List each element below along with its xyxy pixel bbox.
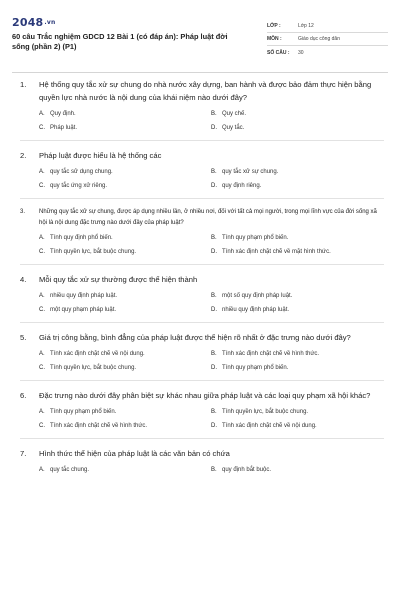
option-text: Tính xác định chặt chẽ về nội dung. bbox=[50, 351, 145, 357]
question-7 bbox=[20, 447, 384, 474]
option-text: quy định bắt buộc. bbox=[222, 467, 272, 473]
option-c[interactable] bbox=[39, 248, 211, 256]
option-text: quy định riêng. bbox=[222, 183, 262, 189]
option-b[interactable] bbox=[211, 168, 383, 176]
question-number: 1. bbox=[20, 80, 27, 89]
meta-label: MÔN : bbox=[267, 36, 282, 42]
document-header bbox=[12, 8, 388, 68]
header-divider bbox=[12, 72, 388, 73]
meta-label: LỚP : bbox=[267, 23, 281, 29]
question-divider bbox=[20, 264, 384, 265]
option-letter: B. bbox=[211, 409, 217, 415]
question-header bbox=[20, 78, 384, 104]
option-b[interactable] bbox=[211, 292, 383, 300]
question-text: Những quy tắc xử sự chung, được áp dụng nhiều lần, ở nhiều nơi, đối với tất cả mọi người, trong mọi lĩnh vực của đời sống xã hội là nội dung đặc trưng nào dưới đây của pháp luật? bbox=[39, 209, 377, 226]
option-letter: C. bbox=[39, 249, 45, 255]
option-letter: D. bbox=[211, 423, 217, 429]
option-letter: B. bbox=[211, 235, 217, 241]
option-letter: B. bbox=[211, 351, 217, 357]
option-b[interactable] bbox=[211, 408, 383, 416]
option-c[interactable] bbox=[39, 422, 211, 430]
option-d[interactable] bbox=[211, 248, 383, 256]
question-divider bbox=[20, 380, 384, 381]
option-b[interactable] bbox=[211, 234, 383, 242]
option-text: Pháp luật. bbox=[50, 125, 78, 131]
meta-row-subject bbox=[267, 33, 388, 46]
meta-label: SỐ CÂU : bbox=[267, 49, 290, 56]
option-letter: A. bbox=[39, 111, 45, 117]
option-row bbox=[39, 182, 384, 190]
option-b[interactable] bbox=[211, 350, 383, 358]
option-letter: D. bbox=[211, 365, 217, 371]
document-title: 60 câu Trắc nghiệm GDCD 12 Bài 1 (có đáp án): Pháp luật đời sống (phần 2) (P1) bbox=[12, 32, 228, 51]
question-divider bbox=[20, 322, 384, 323]
option-text: Tính quy phạm phổ biến. bbox=[222, 235, 289, 241]
option-text: Tính xác định chặt chẽ về hình thức. bbox=[222, 351, 320, 357]
option-d[interactable] bbox=[211, 306, 383, 314]
option-a[interactable] bbox=[39, 408, 211, 416]
option-text: Tính quyền lực, bắt buộc chung. bbox=[50, 249, 137, 255]
option-row bbox=[39, 306, 384, 314]
option-text: nhiều quy định pháp luật. bbox=[50, 293, 118, 299]
option-letter: D. bbox=[211, 307, 217, 313]
option-letter: C. bbox=[39, 125, 45, 131]
question-number: 4. bbox=[20, 275, 27, 284]
question-text: Hình thức thể hiện của pháp luật là các văn bản có chứa bbox=[39, 449, 230, 458]
question-divider bbox=[20, 198, 384, 199]
question-header bbox=[20, 389, 384, 402]
option-row bbox=[39, 364, 384, 372]
option-text: nhiều quy định pháp luật. bbox=[222, 307, 290, 313]
option-letter: A. bbox=[39, 351, 45, 357]
question-6 bbox=[20, 389, 384, 430]
option-letter: B. bbox=[211, 111, 217, 117]
option-a[interactable] bbox=[39, 350, 211, 358]
option-row bbox=[39, 234, 384, 242]
option-row bbox=[39, 110, 384, 118]
question-list bbox=[20, 78, 384, 474]
question-1 bbox=[20, 78, 384, 132]
meta-row-count bbox=[267, 46, 388, 59]
option-d[interactable] bbox=[211, 124, 383, 132]
option-letter: A. bbox=[39, 293, 45, 299]
question-5 bbox=[20, 331, 384, 372]
option-text: một quy phạm pháp luật. bbox=[50, 307, 117, 313]
option-row bbox=[39, 350, 384, 358]
option-letter: A. bbox=[39, 409, 45, 415]
question-number: 7. bbox=[20, 449, 27, 458]
site-logo[interactable] bbox=[12, 16, 55, 29]
option-text: Tính quyền lực, bắt buộc chung. bbox=[50, 365, 137, 371]
question-4 bbox=[20, 273, 384, 314]
option-letter: B. bbox=[211, 467, 217, 473]
option-c[interactable] bbox=[39, 124, 211, 132]
question-header bbox=[20, 149, 384, 162]
option-text: Tính xác định chặt chẽ về nội dung. bbox=[222, 423, 317, 429]
question-text: Pháp luật được hiểu là hệ thống các bbox=[39, 151, 162, 160]
option-text: quy tắc ứng xử riêng. bbox=[50, 183, 108, 189]
option-letter: C. bbox=[39, 183, 45, 189]
option-c[interactable] bbox=[39, 364, 211, 372]
option-text: Tính quy định phổ biến. bbox=[50, 235, 113, 241]
option-row bbox=[39, 422, 384, 430]
option-c[interactable] bbox=[39, 182, 211, 190]
option-a[interactable] bbox=[39, 466, 211, 474]
option-letter: D. bbox=[211, 249, 217, 255]
option-letter: D. bbox=[211, 125, 217, 131]
logo-main: 2048 bbox=[12, 16, 44, 29]
question-header bbox=[20, 273, 384, 286]
option-letter: C. bbox=[39, 307, 45, 313]
option-letter: C. bbox=[39, 423, 45, 429]
option-text: Tính xác định chặt chẽ về mặt hình thức. bbox=[222, 249, 331, 255]
option-text: Tính quy phạm phổ biến. bbox=[50, 409, 117, 415]
question-text: Giá trị công bằng, bình đẳng của pháp luật được thể hiện rõ nhất ở đặc trưng nào dưới đây? bbox=[39, 333, 351, 342]
option-row bbox=[39, 466, 384, 474]
question-header bbox=[20, 331, 384, 344]
meta-row-class bbox=[267, 20, 388, 33]
question-text: Mỗi quy tắc xử sự thường được thể hiện thành bbox=[39, 275, 198, 284]
meta-value: Lớp 12 bbox=[298, 23, 314, 29]
option-letter: A. bbox=[39, 467, 45, 473]
option-row bbox=[39, 248, 384, 256]
question-number: 5. bbox=[20, 333, 27, 342]
option-d[interactable] bbox=[211, 182, 383, 190]
question-text: Đặc trưng nào dưới đây phân biệt sự khác nhau giữa pháp luật và các loại quy phạm xã hội khác? bbox=[39, 391, 371, 400]
option-text: Tính quy phạm phổ biến. bbox=[222, 365, 289, 371]
meta-value: 30 bbox=[298, 49, 304, 56]
option-letter: C. bbox=[39, 365, 45, 371]
option-text: Tính quyền lực, bắt buộc chung. bbox=[222, 409, 309, 415]
option-row bbox=[39, 408, 384, 416]
option-letter: B. bbox=[211, 169, 217, 175]
option-text: một số quy định pháp luật. bbox=[222, 293, 293, 299]
option-text: Tính xác định chặt chẽ về hình thức. bbox=[50, 423, 148, 429]
option-row bbox=[39, 124, 384, 132]
option-row bbox=[39, 168, 384, 176]
question-header bbox=[20, 207, 384, 228]
option-c[interactable] bbox=[39, 306, 211, 314]
option-text: Quy tắc. bbox=[222, 125, 245, 131]
option-row bbox=[39, 292, 384, 300]
option-b[interactable] bbox=[211, 110, 383, 118]
option-letter: D. bbox=[211, 183, 217, 189]
option-a[interactable] bbox=[39, 110, 211, 118]
question-number: 3. bbox=[20, 209, 26, 215]
option-a[interactable] bbox=[39, 168, 211, 176]
meta-value: Giáo dục công dân bbox=[298, 36, 340, 42]
option-b[interactable] bbox=[211, 466, 383, 474]
option-text: quy tắc xử sự chung. bbox=[222, 169, 279, 175]
option-text: quy tắc sử dụng chung. bbox=[50, 169, 113, 175]
question-number: 2. bbox=[20, 151, 27, 160]
option-letter: A. bbox=[39, 169, 45, 175]
option-a[interactable] bbox=[39, 292, 211, 300]
meta-table bbox=[267, 20, 388, 59]
question-number: 6. bbox=[20, 391, 27, 400]
option-text: quy tắc chung. bbox=[50, 467, 90, 473]
question-2 bbox=[20, 149, 384, 190]
question-header bbox=[20, 447, 384, 460]
question-text: Hệ thống quy tắc xử sự chung do nhà nước xây dựng, ban hành và được bảo đảm thực hiện bằng quyền lực nhà nước là nội dung của khái niệm nào dưới đây? bbox=[39, 80, 372, 102]
option-text: Quy định. bbox=[50, 111, 76, 117]
question-divider bbox=[20, 438, 384, 439]
question-divider bbox=[20, 140, 384, 141]
option-text: Quy chế. bbox=[222, 111, 247, 117]
logo-tld: .vn bbox=[44, 19, 56, 26]
question-3 bbox=[20, 207, 384, 256]
option-letter: A. bbox=[39, 235, 45, 241]
option-a[interactable] bbox=[39, 234, 211, 242]
option-d[interactable] bbox=[211, 364, 383, 372]
option-d[interactable] bbox=[211, 422, 383, 430]
option-letter: B. bbox=[211, 293, 217, 299]
